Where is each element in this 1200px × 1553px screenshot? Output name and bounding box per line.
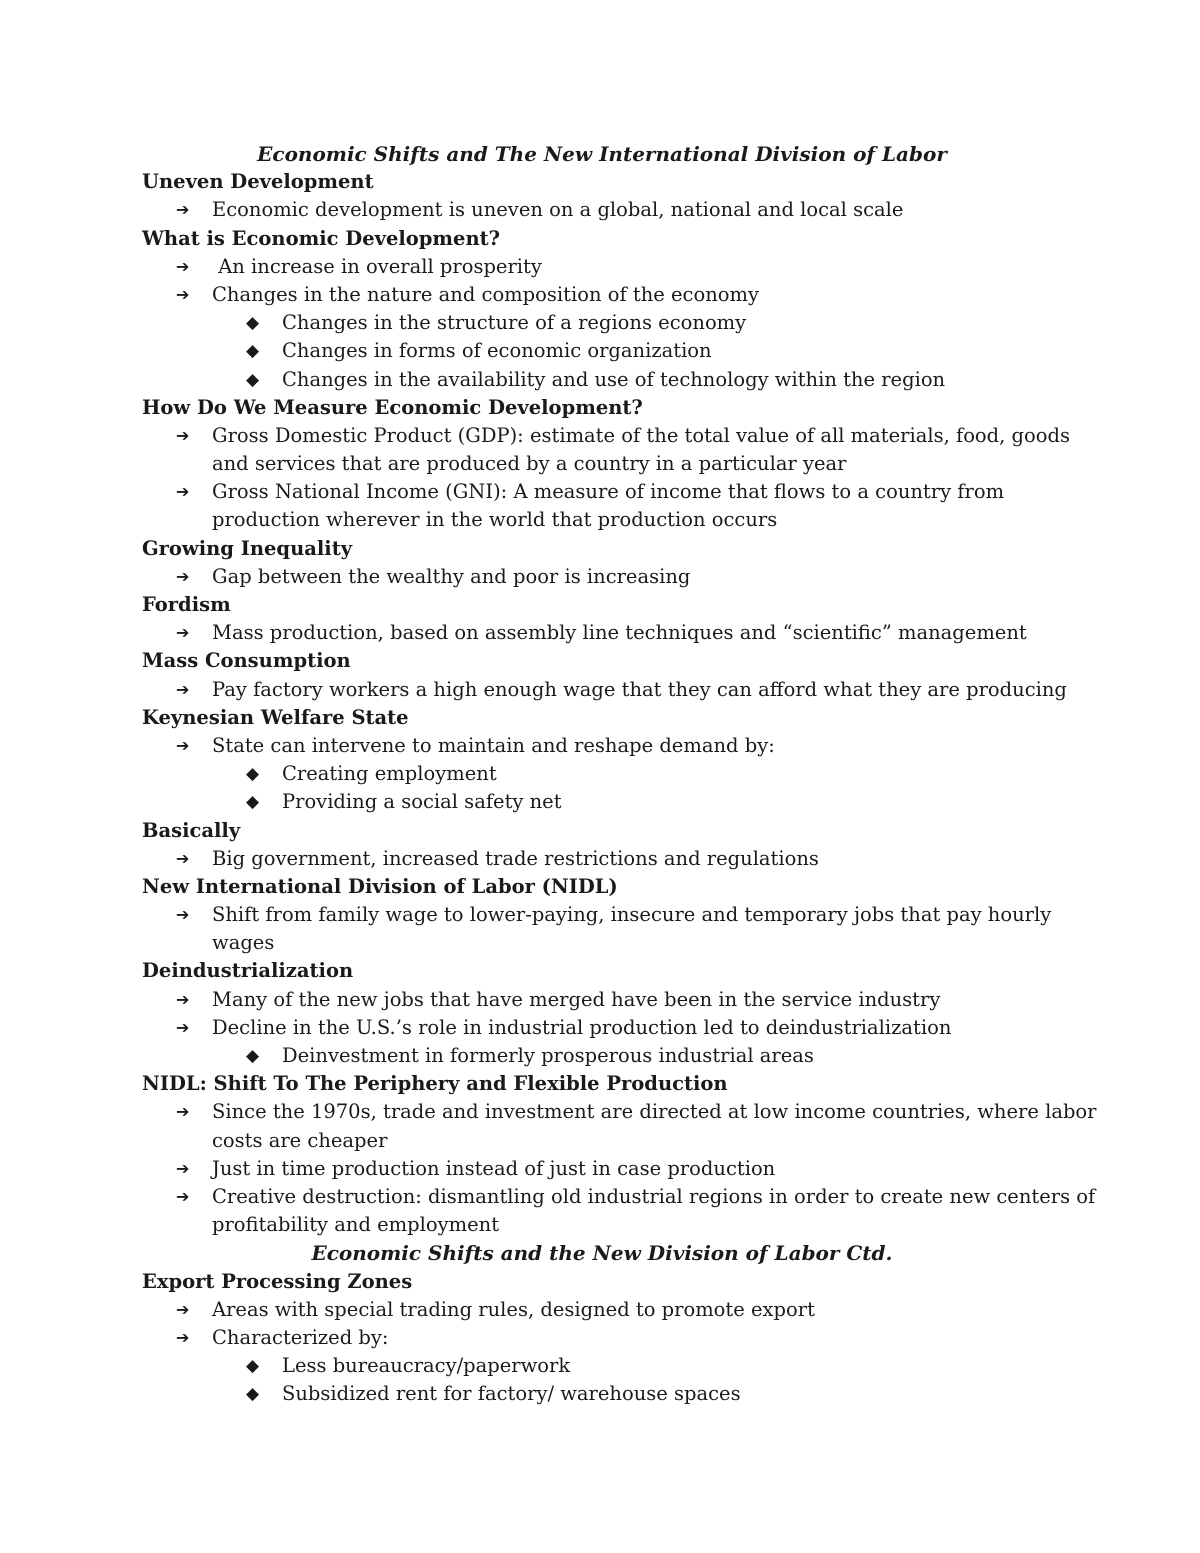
diamond-icon: ◆ (246, 764, 260, 785)
arrow-icon: ➔ (176, 1327, 190, 1347)
arrow-icon: ➔ (176, 679, 190, 699)
bullet-item: ➔ Decline in the U.S.’s role in industrial production led to deindustrialization (142, 1014, 1062, 1042)
section-heading: Export Processing Zones (142, 1269, 413, 1293)
bullet-continuation: and services that are produced by a country in a particular year (212, 452, 847, 476)
bullet-item: ➔ Economic development is uneven on a global, national and local scale (142, 196, 1062, 224)
diamond-icon: ◆ (246, 369, 260, 390)
section-heading: NIDL: Shift To The Periphery and Flexible Production (142, 1072, 728, 1096)
section-heading: New International Division of Labor (NIDL) (142, 874, 618, 898)
bullet-item: ➔ Pay factory workers a high enough wage that they can afford what they are producing (142, 676, 1062, 704)
bullet-item: ➔ Changes in the nature and composition of the economy (142, 281, 1062, 309)
sub-bullet-item: ◆ Providing a social safety net (142, 788, 1062, 816)
arrow-icon: ➔ (176, 566, 190, 586)
bullet-item: ➔ Gap between the wealthy and poor is increasing (142, 563, 1062, 591)
bullet-continuation: profitability and employment (212, 1213, 500, 1237)
arrow-icon: ➔ (176, 905, 190, 925)
arrow-icon: ➔ (176, 1299, 190, 1319)
section-heading: Growing Inequality (142, 536, 353, 560)
section-heading: Deindustrialization (142, 959, 354, 983)
bullet-item: ➔ Just in time production instead of just in case production (142, 1155, 1062, 1183)
sub-bullet-item: ◆ Subsidized rent for factory/ warehouse spaces (142, 1380, 1062, 1408)
bullet-item: ➔ Areas with special trading rules, designed to promote export (142, 1296, 1062, 1324)
sub-bullet-item: ◆ Creating employment (142, 760, 1062, 788)
bullet-continuation: costs are cheaper (212, 1128, 388, 1152)
document-body (142, 140, 1097, 1408)
section-heading: Fordism (142, 593, 231, 616)
section-heading: Basically (142, 818, 241, 842)
section-heading: Keynesian Welfare State (142, 705, 409, 729)
sub-bullet-item: ◆ Changes in the structure of a regions economy (142, 309, 1062, 337)
bullet-continuation: production wherever in the world that production occurs (212, 508, 778, 532)
bullet-item: ➔ Characterized by: (142, 1324, 1062, 1352)
arrow-icon: ➔ (176, 1102, 190, 1122)
arrow-icon: ➔ (176, 848, 190, 868)
diamond-icon: ◆ (246, 1356, 260, 1377)
bullet-item: ➔ Creative destruction: dismantling old industrial regions in order to create new centers of (142, 1183, 1062, 1211)
sub-bullet-item: ◆ Deinvestment in formerly prosperous industrial areas (142, 1042, 1062, 1070)
arrow-icon: ➔ (176, 256, 190, 276)
arrow-icon: ➔ (176, 425, 190, 445)
arrow-icon: ➔ (176, 989, 190, 1009)
diamond-icon: ◆ (246, 341, 260, 362)
document-subtitle: Economic Shifts and the New Division of Labor Ctd. (311, 1241, 893, 1266)
diamond-icon: ◆ (246, 1046, 260, 1066)
arrow-icon: ➔ (176, 735, 190, 755)
arrow-icon: ➔ (176, 1017, 190, 1037)
bullet-item: ➔ Big government, increased trade restrictions and regulations (142, 845, 1062, 873)
diamond-icon: ◆ (246, 792, 260, 813)
arrow-icon: ➔ (176, 482, 190, 502)
arrow-icon: ➔ (176, 623, 190, 643)
section-heading: What is Economic Development? (142, 226, 501, 250)
bullet-item: ➔ State can intervene to maintain and reshape demand by: (142, 732, 1062, 760)
sub-bullet-item: ◆ Changes in the availability and use of technology within the region (142, 366, 1062, 394)
sub-bullet-item: ◆ Less bureaucracy/paperwork (142, 1352, 1062, 1380)
document-title: Economic Shifts and The New International Division of Labor (257, 142, 947, 166)
section-heading: Mass Consumption (142, 649, 351, 673)
bullet-item: ➔ Shift from family wage to lower-paying, insecure and temporary jobs that pay hourly (142, 901, 1062, 929)
section-heading: Uneven Development (142, 170, 374, 194)
bullet-item: ➔ Gross Domestic Product (GDP): estimate of the total value of all materials, food, goods (142, 422, 1062, 450)
arrow-icon: ➔ (176, 1186, 190, 1206)
arrow-icon: ➔ (176, 284, 190, 304)
arrow-icon: ➔ (176, 1158, 190, 1178)
bullet-item: ➔ Since the 1970s, trade and investment are directed at low income countries, where labor (142, 1098, 1062, 1126)
section-heading: How Do We Measure Economic Development? (142, 395, 643, 419)
bullet-item: ➔ Many of the new jobs that have merged have been in the service industry (142, 986, 1062, 1014)
diamond-icon: ◆ (246, 1384, 260, 1405)
diamond-icon: ◆ (246, 313, 260, 334)
bullet-continuation: wages (212, 931, 275, 955)
bullet-item: ➔ An increase in overall prosperity (142, 253, 1062, 281)
bullet-item: ➔ Gross National Income (GNI): A measure of income that flows to a country from (142, 478, 1062, 506)
bullet-item: ➔ Mass production, based on assembly line techniques and “scientific” management (142, 619, 1062, 647)
sub-bullet-item: ◆ Changes in forms of economic organization (142, 337, 1062, 365)
arrow-icon: ➔ (176, 200, 190, 220)
